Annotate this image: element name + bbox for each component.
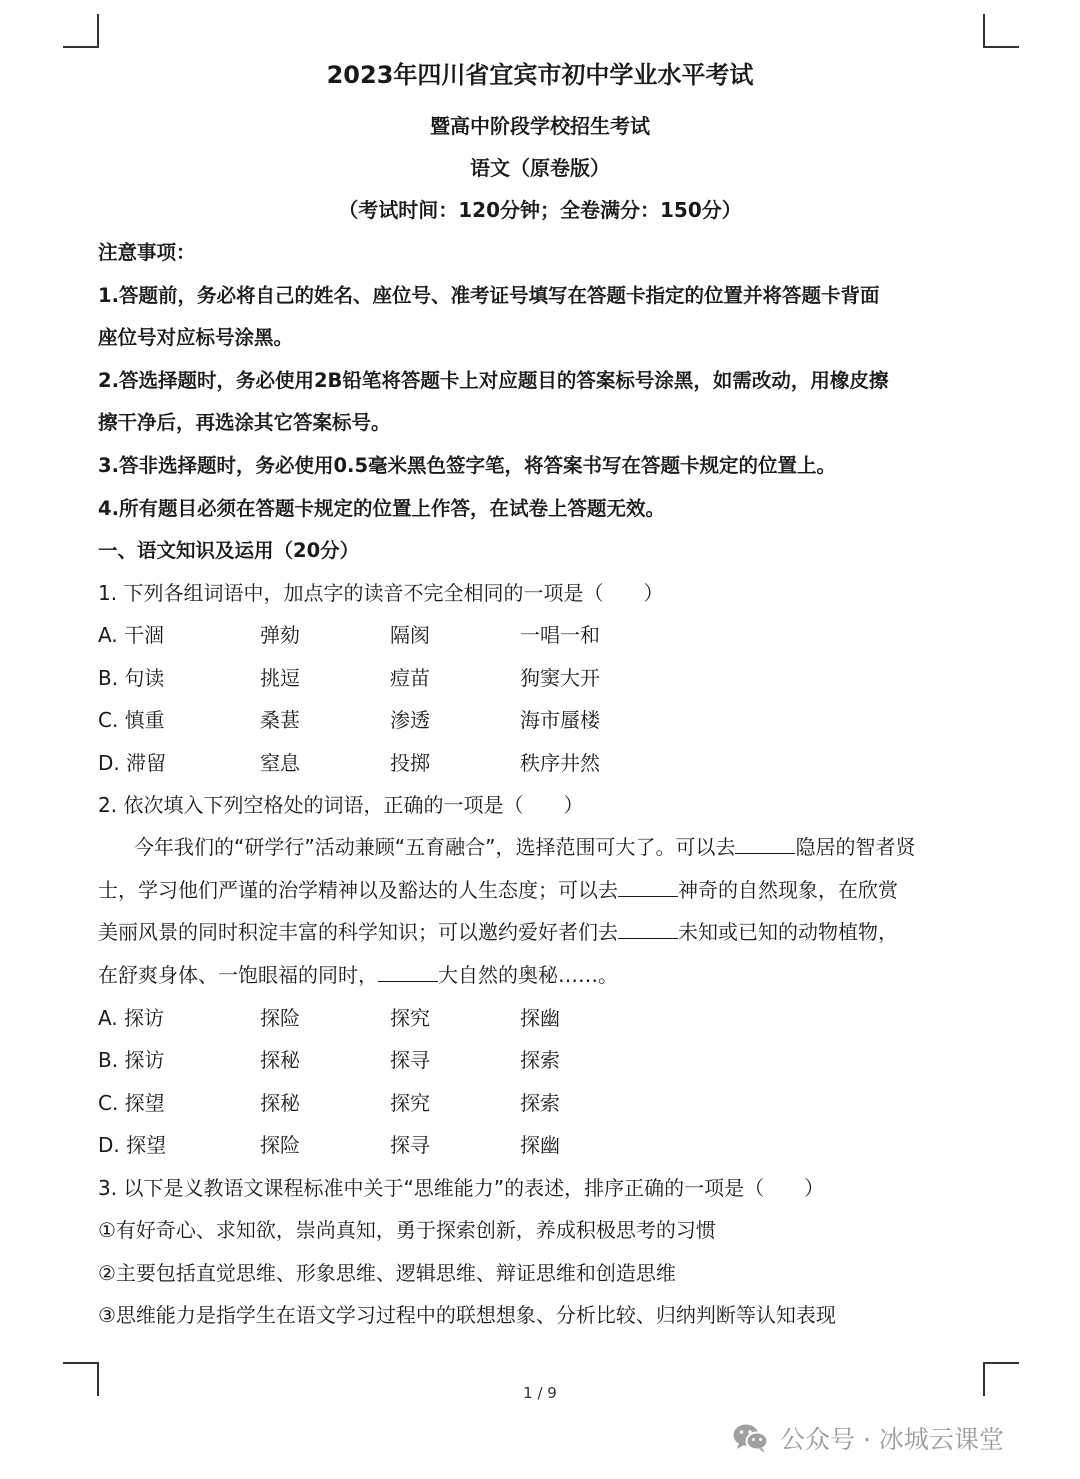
passage-text: 神奇的自然现象，在欣赏 xyxy=(678,878,898,902)
option-cell: 探寻 xyxy=(390,1048,430,1072)
option-cell: 窒息 xyxy=(260,751,300,775)
exam-title: 2023年四川省宜宾市初中学业水平考试 xyxy=(326,61,754,89)
option-cell: 探幽 xyxy=(520,1133,560,1157)
option-cell: D. 探望 xyxy=(98,1133,167,1157)
option-cell: 桑葚 xyxy=(260,708,300,732)
q2-passage-line-4 xyxy=(98,962,618,988)
watermark-text: 公众号 · 冰城云课堂 xyxy=(780,1425,1004,1454)
exam-info: （考试时间：120分钟；全卷满分：150分） xyxy=(338,198,742,222)
note-2-line-1: 2.答选择题时，务必使用2B铅笔将答题卡上对应题目的答案标号涂黑，如需改动，用橡皮擦 xyxy=(98,369,889,392)
fill-blank xyxy=(618,878,678,897)
passage-text: 未知或已知的动物植物， xyxy=(678,920,898,944)
option-cell: B. 探访 xyxy=(98,1048,165,1072)
option-cell: B. 句读 xyxy=(98,666,165,690)
option-cell: A. 探访 xyxy=(98,1006,165,1030)
option-cell: 探究 xyxy=(390,1006,430,1030)
option-cell: 探究 xyxy=(390,1091,430,1115)
option-cell: 一唱一和 xyxy=(520,623,600,647)
q3-statement-1: ①有好奇心、求知欲，崇尚真知，勇于探索创新，养成积极思考的习惯 xyxy=(98,1218,716,1242)
option-cell: C. 慎重 xyxy=(98,708,165,732)
option-cell: 探索 xyxy=(520,1091,560,1115)
option-cell: 海市蜃楼 xyxy=(520,708,600,732)
option-cell: 渗透 xyxy=(390,708,430,732)
option-cell: 挑逗 xyxy=(260,666,300,690)
passage-text: 在舒爽身体、一饱眼福的同时， xyxy=(98,963,378,987)
passage-text: 大自然的奥秘……。 xyxy=(438,963,618,987)
option-cell: D. 滞留 xyxy=(98,751,167,775)
option-cell: 隔阂 xyxy=(390,623,430,647)
note-4: 4.所有题目必须在答题卡规定的位置上作答，在试卷上答题无效。 xyxy=(98,497,665,520)
q3-statement-3: ③思维能力是指学生在语文学习过程中的联想想象、分析比较、归纳判断等认知表现 xyxy=(98,1303,836,1327)
note-1-line-1: 1.答题前，务必将自己的姓名、座位号、准考证号填写在答题卡指定的位置并将答题卡背面 xyxy=(98,284,880,307)
exam-subject: 语文（原卷版） xyxy=(470,156,610,180)
note-1-line-2: 座位号对应标号涂黑。 xyxy=(98,326,294,349)
page-number: 1 / 9 xyxy=(523,1384,557,1402)
section-1-heading: 一、语文知识及运用（20分） xyxy=(98,539,360,562)
passage-text: 今年我们的“研学行”活动兼顾“五育融合”，选择范围可大了。可以去 xyxy=(134,835,736,859)
option-cell: 探险 xyxy=(260,1006,300,1030)
watermark xyxy=(732,1420,1004,1456)
option-cell: A. 干涸 xyxy=(98,623,165,647)
note-3: 3.答非选择题时，务必使用0.5毫米黑色签字笔，将答案书写在答题卡规定的位置上。 xyxy=(98,454,837,477)
note-2-line-2: 擦干净后，再选涂其它答案标号。 xyxy=(98,411,391,434)
passage-text: 隐居的智者贤 xyxy=(795,835,916,859)
fill-blank xyxy=(618,920,678,939)
fill-blank xyxy=(735,835,795,854)
passage-text: 美丽风景的同时积淀丰富的科学知识；可以邀约爱好者们去 xyxy=(98,920,618,944)
option-cell: 痘苗 xyxy=(390,666,430,690)
option-cell: 弹劾 xyxy=(260,623,300,647)
q2-passage-line-2 xyxy=(98,877,898,903)
q1-stem: 1. 下列各组词语中，加点字的读音不完全相同的一项是（ ） xyxy=(98,581,664,605)
q3-stem: 3. 以下是义教语文课程标准中关于“思维能力”的表述，排序正确的一项是（ ） xyxy=(98,1176,825,1200)
notes-heading: 注意事项： xyxy=(98,241,196,264)
crop-mark-top-left xyxy=(63,14,99,48)
option-cell: C. 探望 xyxy=(98,1091,165,1115)
option-cell: 探索 xyxy=(520,1048,560,1072)
exam-subtitle: 暨高中阶段学校招生考试 xyxy=(430,114,650,138)
option-cell: 探秘 xyxy=(260,1048,300,1072)
q3-statement-2: ②主要包括直觉思维、形象思维、逻辑思维、辩证思维和创造思维 xyxy=(98,1261,676,1285)
fill-blank xyxy=(378,963,438,982)
option-cell: 狗窦大开 xyxy=(520,666,600,690)
q2-passage-line-1 xyxy=(134,834,915,860)
wechat-icon xyxy=(732,1422,770,1454)
crop-mark-top-right xyxy=(983,14,1019,48)
option-cell: 探寻 xyxy=(390,1133,430,1157)
option-cell: 探险 xyxy=(260,1133,300,1157)
option-cell: 探幽 xyxy=(520,1006,560,1030)
q2-stem: 2. 依次填入下列空格处的词语，正确的一项是（ ） xyxy=(98,793,584,817)
option-cell: 秩序井然 xyxy=(520,751,600,775)
passage-text: 士，学习他们严谨的治学精神以及豁达的人生态度；可以去 xyxy=(98,878,618,902)
option-cell: 探秘 xyxy=(260,1091,300,1115)
q2-passage-line-3 xyxy=(98,919,898,945)
option-cell: 投掷 xyxy=(390,751,430,775)
